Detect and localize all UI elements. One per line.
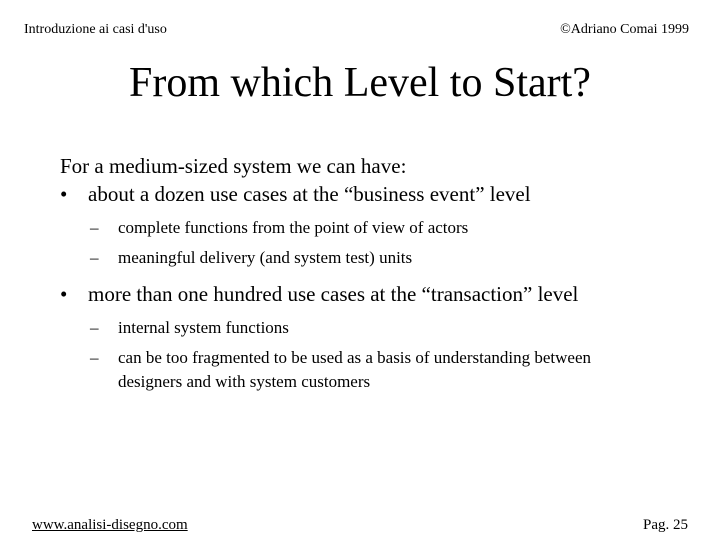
website-link[interactable]: www.analisi-disegno.com (32, 517, 188, 533)
header-copyright: ©Adriano Comai 1999 (560, 22, 689, 37)
sub-list-transaction (60, 316, 700, 394)
dash-marker: – (90, 218, 99, 237)
sub-item (60, 246, 700, 270)
bullet-transaction (60, 280, 700, 308)
dash-marker: – (90, 318, 99, 337)
intro-text: For a medium-sized system we can have: (60, 154, 407, 178)
bullet-marker: • (60, 182, 68, 206)
bullet-marker: • (60, 282, 68, 306)
bullet-business-event (60, 180, 700, 208)
bullet-text: more than one hundred use cases at the “transaction” level (88, 282, 579, 306)
sub-item-text: can be too fragmented to be used as a basis of understanding between designers and with system customers (118, 348, 592, 391)
sub-item (60, 316, 700, 340)
slide-body (60, 152, 700, 394)
sub-item (60, 216, 700, 240)
header-course-title: Introduzione ai casi d'uso (24, 22, 167, 37)
page-number: Pag. 25 (643, 517, 688, 533)
bullet-text: about a dozen use cases at the “business event” level (88, 182, 531, 206)
sub-item-text: complete functions from the point of view of actors (118, 218, 469, 237)
dash-marker: – (90, 348, 99, 367)
sub-list-business-event (60, 216, 700, 270)
sub-item-text: internal system functions (118, 318, 289, 337)
slide-title: From which Level to Start? (129, 60, 591, 106)
sub-item-text: meaningful delivery (and system test) units (118, 248, 413, 267)
dash-marker: – (90, 248, 99, 267)
sub-item (60, 346, 700, 394)
